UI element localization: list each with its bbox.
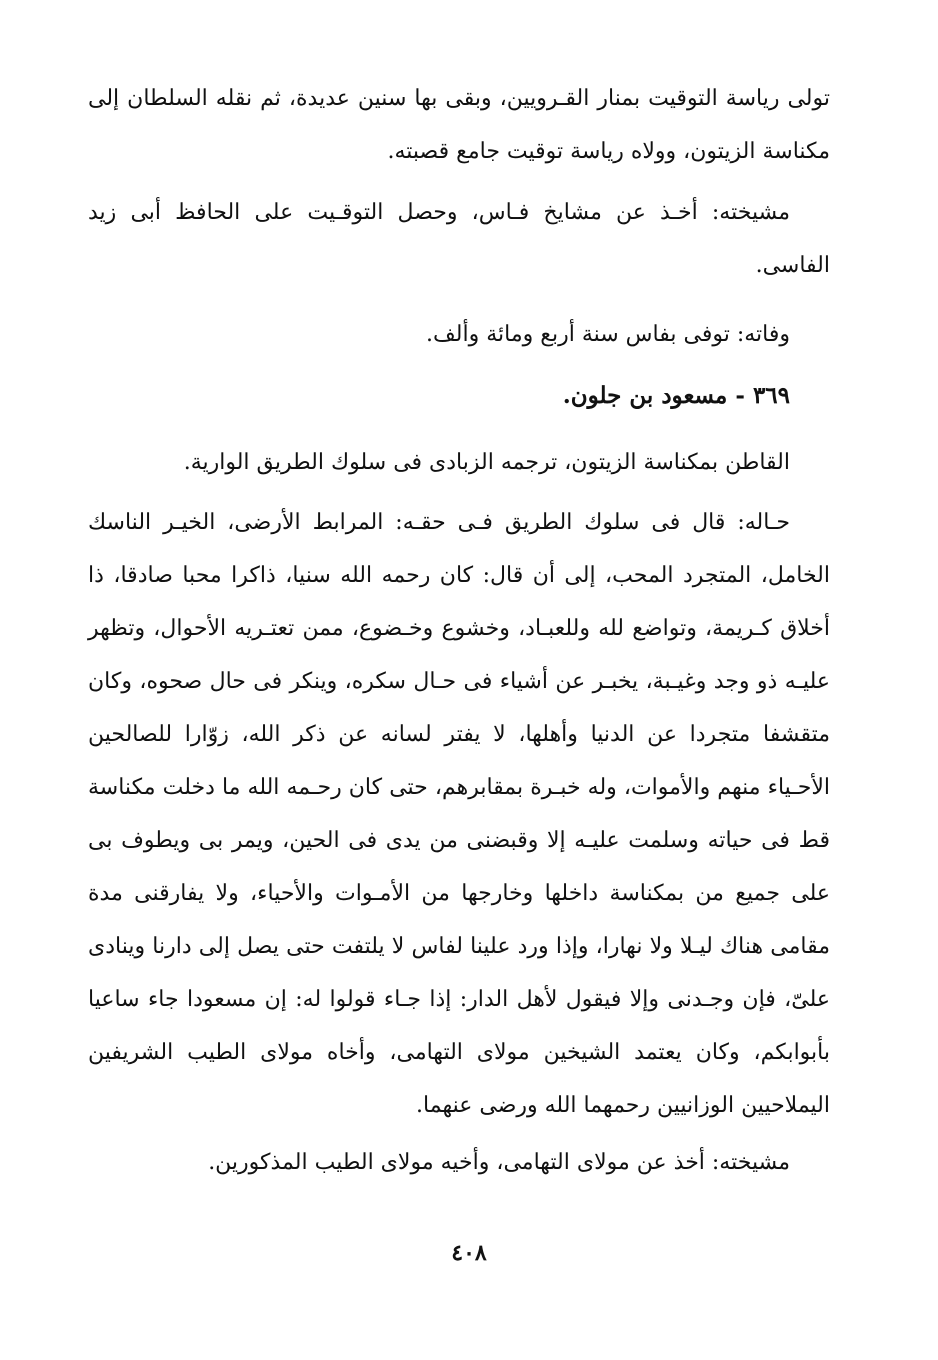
paragraph-residence: القاطن بمكناسة الزيتون، ترجمه الزبادى فى سلوك الطريق الوارية.	[183, 450, 790, 475]
paragraph-teachers-2: مشيخته: أخذ عن مولاى التهامى، وأخيه مولاى الطيب المذكورين.	[208, 1150, 790, 1175]
page-number: ٤٠٨	[451, 1240, 487, 1266]
paragraph-death: وفاته: توفى بفاس سنة أربع ومائة وألف.	[426, 322, 790, 347]
entry-heading: ٣٦٩ - مسعود بن جلون.	[562, 382, 790, 409]
paragraph-biography: حـاله: قال فى سلوك الطريق فـى حقـه: المرابط الأرضى، الخيـر الناسك الخامل، المتجرد المحب، إلى أن قال: كان رحمه الله سنيا، ذاكرا محبا صادقا، ذا أخلاق كـريمة، وتواضع لله وللعبـاد، وخشوع وخـضوع، ممن تعتـريه الأحوال، وتظهر عليـه ذو وجد وغيـبة، يخبـر عن أشياء فى حـال سكره، وينكر فى حال صحوه، وكان متقشفا متجردا عن الدنيا وأهلها، لا يفتر لسانه عن ذكر الله، زوّارا للصالحين الأحـياء منهم والأموات، وله خبـرة بمقابرهم، حتى كان رحـمه الله ما دخلت مكناسة قط فى حياته وسلمت عليـه إلا وقبضنى من يدى فى الحين، ويمر بى ويطوف بى على جميع من بمكناسة داخلها وخارجها من الأمـوات والأحياء، ولا يفارقنى مدة مقامى هناك ليـلا ولا نهارا، وإذا ورد علينا لفاس لا يلتفت حتى يصل إلى دارنا وينادى علىّ، فإن وجـدنى وإلا فيقول لأهل الدار: إذا جـاء قولوا له: إن مسعودا جاء ساعيا بأبوابكم، وكان يعتمد الشيخين مولاى التهامى، وأخاه مولاى الطيب الشريفين اليملاحيين الوزانيين رحمهما الله ورضى عنهما.	[88, 510, 830, 1118]
paragraph-teachers-1: مشيخته: أخـذ عن مشايخ فـاس، وحصل التوقـيت على الحافظ أبى زيد الفاسى.	[88, 200, 830, 278]
paragraph-career: تولى رياسة التوقيت بمنار القـرويين، وبقى بها سنين عديدة، ثم نقله السلطان إلى مكناسة الزيتون، وولاه رياسة توقيت جامع قصبته.	[88, 86, 830, 164]
